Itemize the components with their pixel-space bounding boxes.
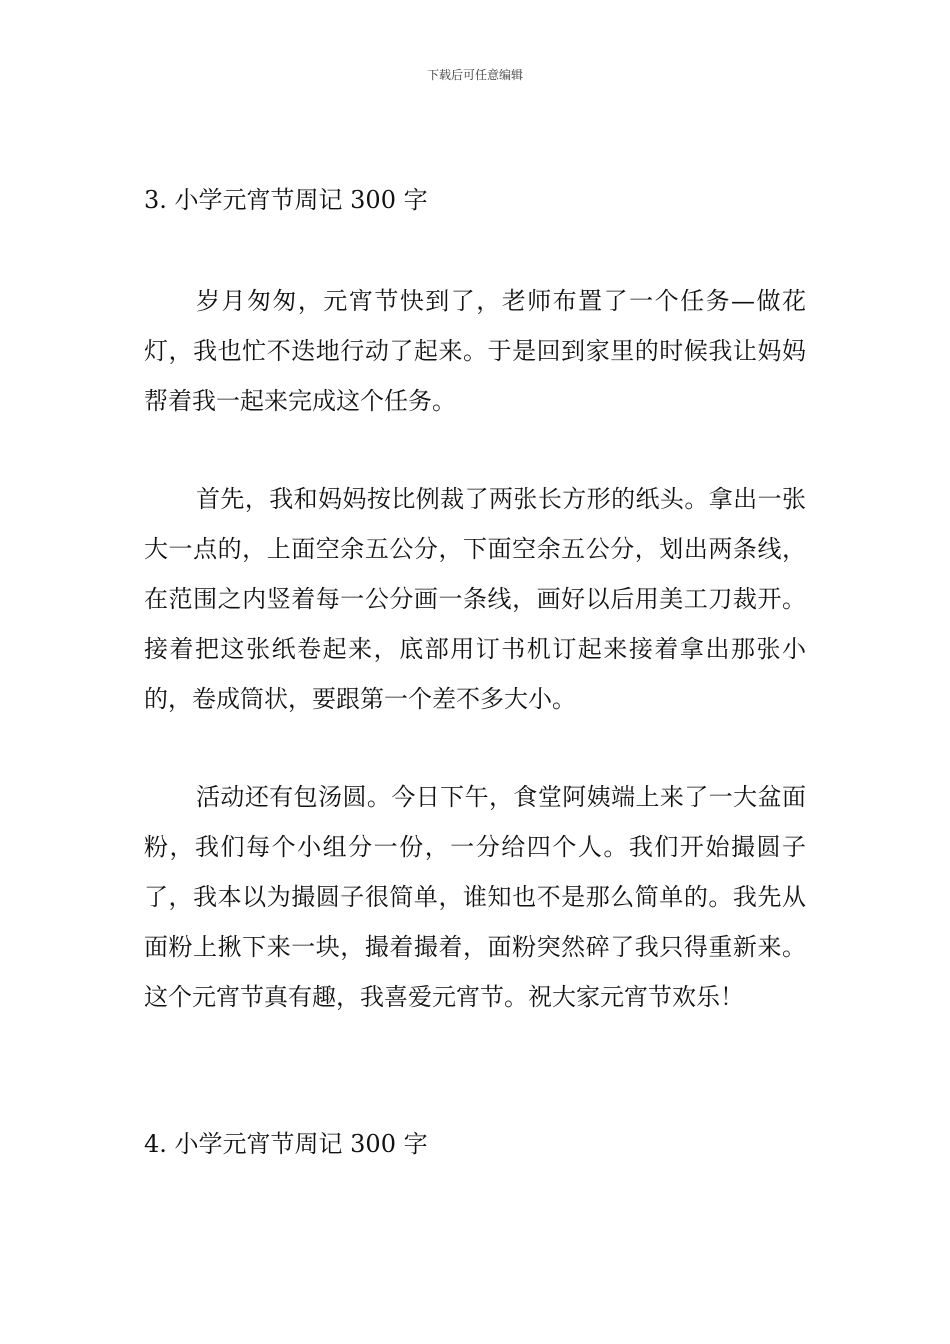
header-note: 下载后可任意编辑	[426, 68, 523, 82]
section-heading-4: 4. 小学元宵节周记 300 字	[144, 1130, 428, 1158]
paragraph-3: 活动还有包汤圆。今日下午，食堂阿姨端上来了一大盆面粉，我们每个小组分一份，一分给四个人。我们开始撮圆子了，我本以为撮圆子很简单，谁知也不是那么简单的。我先从面粉上揪下来一块，撮着撮着，面粉突然碎了我只得重新来。这个元宵节真有趣，我喜爱元宵节。祝大家元宵节欢乐！	[144, 783, 806, 1011]
section-heading-3: 3. 小学元宵节周记 300 字	[144, 186, 428, 214]
paragraph-1: 岁月匆匆，元宵节快到了，老师布置了一个任务—做花灯，我也忙不迭地行动了起来。于是回到家里的时候我让妈妈帮着我一起来完成这个任务。	[144, 287, 806, 415]
paragraph-2: 首先，我和妈妈按比例裁了两张长方形的纸头。拿出一张大一点的，上面空余五公分，下面空余五公分，划出两条线，在范围之内竖着每一公分画一条线，画好以后用美工刀裁开。接着把这张纸卷起来，底部用订书机订起来接着拿出那张小的，卷成筒状，要跟第一个差不多大小。	[144, 485, 806, 713]
